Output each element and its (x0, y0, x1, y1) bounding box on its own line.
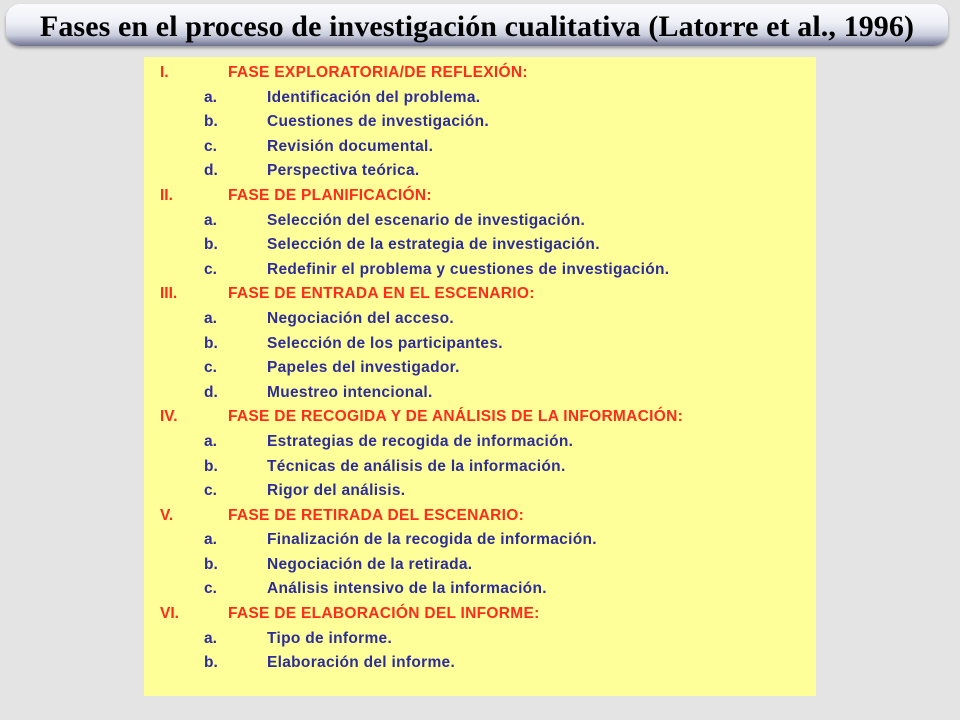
item-text: Finalización de la recogida de información. (267, 531, 597, 549)
phase-number: II. (160, 186, 173, 204)
item-text: Elaboración del informe. (267, 654, 456, 672)
item-text: Redefinir el problema y cuestiones de investigación. (267, 260, 670, 278)
item-letter: a. (204, 88, 217, 106)
phase-heading (144, 602, 816, 627)
item-letter: b. (204, 555, 218, 573)
item-letter: c. (204, 482, 217, 500)
item-letter: b. (204, 457, 218, 475)
list-item (144, 455, 816, 480)
item-letter: d. (204, 383, 218, 401)
item-text: Perspectiva teórica. (267, 162, 420, 180)
title-banner (6, 4, 948, 46)
list-item (144, 110, 816, 135)
phase-heading (144, 504, 816, 529)
list-item (144, 307, 816, 332)
item-text: Tipo de informe. (267, 629, 393, 647)
phase-label: FASE EXPLORATORIA/DE REFLEXIÓN: (228, 64, 528, 81)
phase-label: FASE DE RECOGIDA Y DE ANÁLISIS DE LA INFORMACIÓN: (228, 408, 684, 426)
page-title: Fases en el proceso de investigación cualitativa (Latorre et al., 1996) (39, 10, 915, 43)
item-text: Estrategias de recogida de información. (267, 432, 574, 450)
item-text: Análisis intensivo de la información. (267, 580, 547, 598)
list-item (144, 159, 816, 184)
item-text: Identificación del problema. (267, 88, 481, 106)
item-text: Cuestiones de investigación. (267, 113, 490, 131)
item-letter: c. (204, 359, 217, 377)
item-letter: a. (204, 531, 217, 549)
item-letter: c. (204, 260, 217, 278)
list-item (144, 651, 816, 676)
item-text: Negociación de la retirada. (267, 555, 473, 573)
phase-label: FASE DE ENTRADA EN EL ESCENARIO: (228, 285, 535, 303)
list-item (144, 233, 816, 258)
item-text: Técnicas de análisis de la información. (267, 457, 566, 475)
list-item (144, 381, 816, 406)
list-item (144, 135, 816, 160)
item-text: Selección del escenario de investigación. (267, 211, 586, 229)
item-text: Papeles del investigador. (267, 359, 460, 377)
phase-heading (144, 282, 816, 307)
list-item (144, 258, 816, 283)
list-item (144, 430, 816, 455)
list-item (144, 479, 816, 504)
list-item (144, 356, 816, 381)
phase-label: FASE DE ELABORACIÓN DEL INFORME: (228, 605, 540, 623)
item-letter: a. (204, 629, 217, 647)
phases-panel (144, 57, 816, 696)
item-letter: b. (204, 236, 218, 254)
item-text: Muestreo intencional. (267, 383, 433, 401)
item-text: Negociación del acceso. (267, 309, 454, 327)
phase-label: FASE DE RETIRADA DEL ESCENARIO: (228, 506, 525, 524)
phase-number: VI. (160, 605, 179, 623)
phase-number: V. (160, 506, 174, 524)
list-item (144, 577, 816, 602)
list-item (144, 332, 816, 357)
item-text: Selección de la estrategia de investigación. (267, 236, 600, 254)
phases-list (144, 61, 816, 676)
item-letter: c. (204, 580, 217, 598)
phase-heading (144, 405, 816, 430)
item-text: Selección de los participantes. (267, 334, 503, 352)
item-letter: b. (204, 334, 218, 352)
item-letter: a. (204, 211, 217, 229)
item-letter: b. (204, 113, 218, 131)
list-item (144, 528, 816, 553)
item-letter: b. (204, 654, 218, 672)
list-item (144, 209, 816, 234)
phase-heading (144, 184, 816, 209)
item-text: Rigor del análisis. (267, 482, 406, 500)
list-item (144, 86, 816, 111)
list-item (144, 627, 816, 652)
phase-number: IV. (160, 408, 178, 426)
phase-number: I. (160, 64, 169, 81)
item-letter: a. (204, 432, 217, 450)
item-letter: a. (204, 309, 217, 327)
phase-number: III. (160, 285, 178, 303)
phase-label: FASE DE PLANIFICACIÓN: (228, 186, 432, 204)
list-item (144, 553, 816, 578)
phase-heading (144, 61, 816, 86)
item-text: Revisión documental. (267, 137, 434, 155)
item-letter: c. (204, 137, 217, 155)
item-letter: d. (204, 162, 218, 180)
